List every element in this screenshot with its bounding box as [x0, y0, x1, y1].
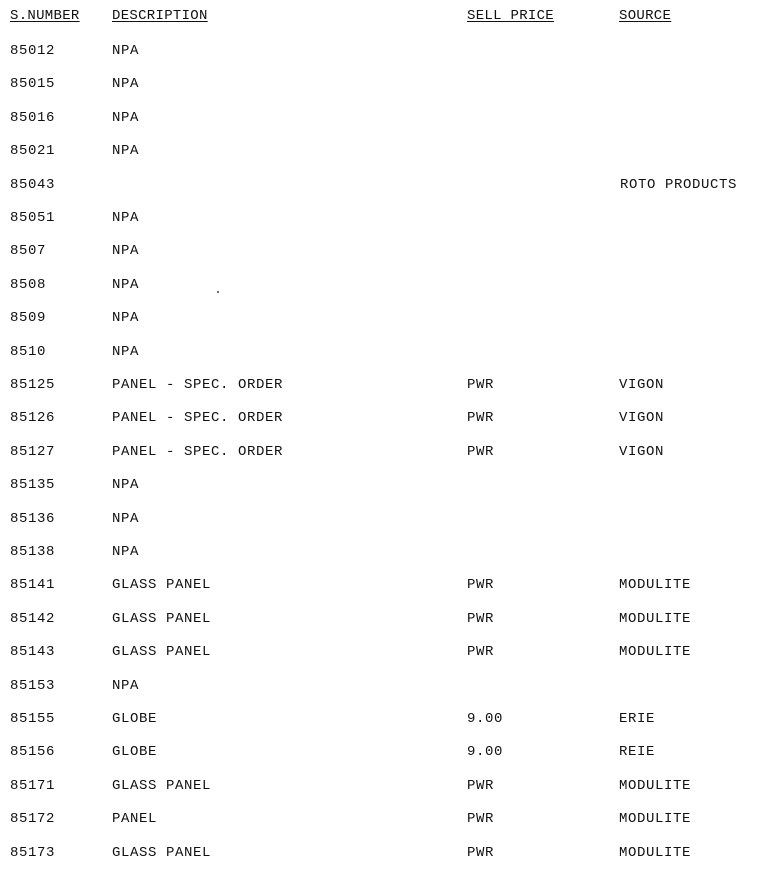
item-description: GLOBE [112, 711, 158, 727]
item-number: 85173 [10, 845, 56, 861]
item-description: GLASS PANEL [112, 845, 212, 861]
table-row [0, 444, 768, 464]
item-source: MODULITE [619, 778, 692, 794]
item-sell-price: PWR [467, 778, 495, 794]
table-row [0, 778, 768, 798]
table-row [0, 845, 768, 865]
header-number: S.NUMBER [10, 8, 80, 24]
item-source: MODULITE [619, 811, 692, 827]
item-source: MODULITE [619, 845, 692, 861]
item-number: 85153 [10, 678, 56, 694]
item-description: NPA [112, 477, 140, 493]
item-source: VIGON [619, 410, 665, 426]
table-row [0, 177, 768, 197]
item-description: NPA [112, 678, 140, 694]
item-source: MODULITE [619, 577, 692, 593]
item-source: VIGON [619, 444, 665, 460]
item-number: 85043 [10, 177, 56, 193]
item-description: NPA [112, 210, 140, 226]
item-description: NPA [112, 243, 140, 259]
item-number: 85012 [10, 43, 56, 59]
item-number: 85015 [10, 76, 56, 92]
table-row [0, 544, 768, 564]
table-row [0, 43, 768, 63]
header-source: SOURCE [619, 8, 672, 24]
table-row [0, 76, 768, 96]
table-row [0, 110, 768, 130]
item-source: REIE [619, 744, 656, 760]
item-sell-price: PWR [467, 577, 495, 593]
item-number: 85127 [10, 444, 56, 460]
item-number: 8507 [10, 243, 47, 259]
table-row [0, 310, 768, 330]
table-row [0, 210, 768, 230]
item-sell-price: PWR [467, 611, 495, 627]
item-number: 85136 [10, 511, 56, 527]
item-number: 85135 [10, 477, 56, 493]
item-number: 85156 [10, 744, 56, 760]
item-description: NPA [112, 511, 140, 527]
item-number: 85051 [10, 210, 56, 226]
table-row [0, 511, 768, 531]
table-row [0, 377, 768, 397]
item-sell-price: PWR [467, 811, 495, 827]
item-number: 85142 [10, 611, 56, 627]
header-price: SELL PRICE [467, 8, 555, 24]
table-row [0, 811, 768, 831]
table-row [0, 243, 768, 263]
table-row [0, 410, 768, 430]
item-description: PANEL [112, 811, 158, 827]
item-number: 8509 [10, 310, 47, 326]
item-sell-price: PWR [467, 377, 495, 393]
table-row [0, 344, 768, 364]
item-sell-price: PWR [467, 444, 495, 460]
item-description: PANEL - SPEC. ORDER [112, 410, 284, 426]
item-description: NPA [112, 43, 140, 59]
table-row [0, 277, 768, 297]
item-number: 85171 [10, 778, 56, 794]
item-description: NPA [112, 76, 140, 92]
item-number: 85143 [10, 644, 56, 660]
table-row [0, 644, 768, 664]
item-description: NPA [112, 110, 140, 126]
scan-speck [217, 291, 219, 293]
item-description: NPA [112, 310, 140, 326]
item-description: NPA [112, 143, 140, 159]
header-description: DESCRIPTION [112, 8, 208, 24]
table-row [0, 678, 768, 698]
item-sell-price: PWR [467, 845, 495, 861]
item-sell-price: PWR [467, 410, 495, 426]
item-description: GLASS PANEL [112, 577, 212, 593]
table-row [0, 711, 768, 731]
item-number: 85021 [10, 143, 56, 159]
item-description: NPA [112, 544, 140, 560]
item-number: 8508 [10, 277, 47, 293]
table-row [0, 611, 768, 631]
item-description: PANEL - SPEC. ORDER [112, 377, 284, 393]
table-row [0, 744, 768, 764]
item-description: GLASS PANEL [112, 778, 212, 794]
item-source: ROTO PRODUCTS [620, 177, 738, 193]
item-sell-price: 9.00 [467, 711, 504, 727]
item-source: VIGON [619, 377, 665, 393]
item-number: 85016 [10, 110, 56, 126]
item-description: GLASS PANEL [112, 644, 212, 660]
item-description: PANEL - SPEC. ORDER [112, 444, 284, 460]
item-number: 85141 [10, 577, 56, 593]
table-row [0, 477, 768, 497]
item-sell-price: PWR [467, 644, 495, 660]
item-number: 85172 [10, 811, 56, 827]
item-number: 85126 [10, 410, 56, 426]
item-description: GLOBE [112, 744, 158, 760]
item-source: MODULITE [619, 644, 692, 660]
item-description: NPA [112, 344, 140, 360]
item-source: ERIE [619, 711, 656, 727]
item-number: 85125 [10, 377, 56, 393]
item-source: MODULITE [619, 611, 692, 627]
item-description: GLASS PANEL [112, 611, 212, 627]
table-row [0, 143, 768, 163]
item-number: 85155 [10, 711, 56, 727]
table-row [0, 577, 768, 597]
item-sell-price: 9.00 [467, 744, 504, 760]
item-number: 8510 [10, 344, 47, 360]
item-number: 85138 [10, 544, 56, 560]
item-description: NPA [112, 277, 140, 293]
